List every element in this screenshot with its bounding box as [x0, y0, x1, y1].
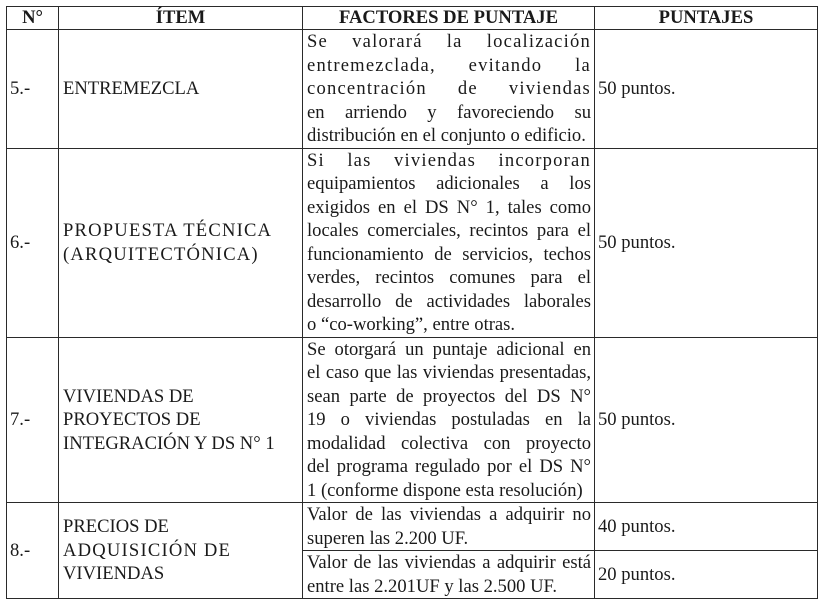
- item-line: VIVIENDAS DE: [63, 385, 194, 407]
- factor-line: Se otorgará un puntaje adicional en: [307, 338, 591, 360]
- item-line: ENTREMEZCLA: [63, 78, 200, 99]
- factor-line: locales comerciales, recintos para el: [307, 220, 591, 241]
- table-row: [7, 30, 818, 149]
- factor-line: concentración de viviendas: [307, 78, 591, 99]
- table-row: [7, 503, 818, 551]
- factor-line: entremezclada, evitando la: [307, 54, 591, 76]
- header-row: [7, 7, 818, 30]
- factor-line: desarrollo de actividades laborales: [307, 290, 591, 312]
- factor-line: 19 o viviendas postuladas en la: [307, 409, 591, 430]
- header-factors: FACTORES DE PUNTAJE: [303, 7, 595, 30]
- factor-line: Valor de las viviendas a adquirir no: [307, 504, 591, 525]
- row-number: 7.-: [7, 337, 59, 503]
- factor-line: superen las 2.200 UF.: [307, 527, 469, 549]
- row-factors: [303, 503, 595, 551]
- row-factors: [303, 148, 595, 337]
- item-line: ADQUISICIÓN DE: [63, 539, 232, 561]
- factor-line: Si las viviendas incorporan: [307, 149, 591, 171]
- factor-line: Se valorará la localización: [307, 31, 591, 52]
- item-line: PROPUESTA TÉCNICA: [63, 220, 273, 241]
- row-factors: [303, 30, 595, 149]
- item-line: PROYECTOS DE: [63, 409, 201, 430]
- factor-line: exigidos en el DS N° 1, tales como: [307, 196, 591, 218]
- row-score: 50 puntos.: [595, 148, 818, 337]
- header-item: ÍTEM: [59, 7, 303, 30]
- scoring-table: [6, 6, 818, 599]
- row-number: 6.-: [7, 148, 59, 337]
- item-line: INTEGRACIÓN Y DS N° 1: [63, 432, 275, 454]
- item-line: VIVIENDAS: [63, 563, 165, 585]
- header-num: N°: [7, 7, 59, 30]
- row-item: [59, 148, 303, 337]
- row-number: 5.-: [7, 30, 59, 149]
- item-line: (ARQUITECTÓNICA): [63, 243, 259, 265]
- factor-line: modalidad colectiva con proyecto: [307, 432, 591, 454]
- factor-line: Valor de las viviendas a adquirir está: [307, 552, 591, 573]
- factor-line: o “co-working”, entre otras.: [307, 314, 516, 335]
- row-score: 20 puntos.: [595, 551, 818, 599]
- row-factors: [303, 337, 595, 503]
- table-row: [7, 337, 818, 503]
- item-line: PRECIOS DE: [63, 516, 169, 538]
- factor-line: del programa regulado por el DS N°: [307, 456, 591, 477]
- factor-line: verdes, recintos comunes para el: [307, 267, 591, 288]
- factor-line: equipamientos adicionales a los: [307, 173, 591, 194]
- factor-line: 1 (conforme dispone esta resolución): [307, 479, 583, 501]
- factor-line: distribución en el conjunto o edificio.: [307, 125, 586, 146]
- factor-line: el caso que las viviendas presentadas,: [307, 362, 591, 383]
- row-item: [59, 337, 303, 503]
- factor-line: entre las 2.201UF y las 2.500 UF.: [307, 575, 558, 597]
- row-item: [59, 503, 303, 599]
- factor-line: funcionamiento de servicios, techos: [307, 243, 591, 265]
- header-scores: PUNTAJES: [595, 7, 818, 30]
- table-row: [7, 148, 818, 337]
- row-score: 50 puntos.: [595, 30, 818, 149]
- factor-line: en arriendo y favoreciendo su: [307, 101, 591, 123]
- row-number: 8.-: [7, 503, 59, 599]
- row-score: 50 puntos.: [595, 337, 818, 503]
- row-item: [59, 30, 303, 149]
- factor-line: sean parte de proyectos del DS N°: [307, 385, 591, 407]
- row-factors: [303, 551, 595, 599]
- row-score: 40 puntos.: [595, 503, 818, 551]
